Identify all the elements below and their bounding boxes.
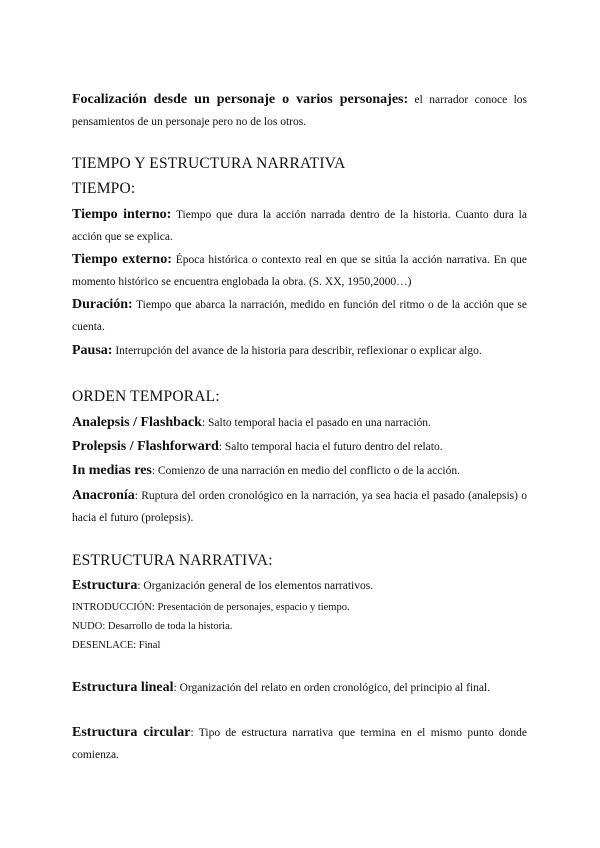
in-medias-res-term: In medias res (72, 463, 152, 478)
tiempo-externo-paragraph (72, 249, 527, 293)
tiempo-interno-paragraph (72, 204, 527, 248)
tiempo-interno-text: Tiempo que dura la acción narrada dentro de la historia. Cuanto dura la acción que se explica. (72, 209, 527, 243)
tiempo-externo-text: Época histórica o contexto real en que se sitúa la acción narrativa. En que momento histórico se encuentra englobada la obra. (S. XX, 1950,2000…) (72, 254, 527, 288)
duracion-term: Duración: (72, 297, 133, 312)
prolepsis-text: : Salto temporal hacia el futuro dentro del relato. (218, 441, 443, 453)
main-heading: TIEMPO Y ESTRUCTURA NARRATIVA (72, 155, 346, 172)
estructura-term: Estructura (72, 578, 138, 593)
pausa-text: Interrupción del avance de la historia para describir, reflexionar o explicar algo. (112, 345, 482, 357)
in-medias-res-paragraph (72, 460, 527, 482)
estructura-circular-paragraph (72, 722, 527, 766)
in-medias-res-text: : Comienzo de una narración en medio del conflicto o de la acción. (151, 465, 461, 477)
analepsis-term: Analepsis / Flashback (72, 415, 202, 430)
estructura-lineal-term: Estructura lineal (72, 680, 174, 695)
estructura-heading: ESTRUCTURA NARRATIVA: (72, 552, 273, 569)
estructura-paragraph (72, 575, 527, 597)
analepsis-text: : Salto temporal hacia el pasado en una narración. (201, 417, 431, 429)
pausa-paragraph (72, 340, 527, 362)
tiempo-heading: TIEMPO: (72, 180, 136, 197)
orden-heading: ORDEN TEMPORAL: (72, 388, 220, 405)
estructura-lineal-text: : Organización del relato en orden cronológico, del principio al final. (173, 682, 491, 694)
analepsis-paragraph (72, 412, 527, 434)
prolepsis-paragraph (72, 436, 527, 458)
estructura-circular-text: : Tipo de estructura narrativa que termina en el mismo punto donde comienza. (72, 727, 527, 761)
prolepsis-term: Prolepsis / Flashforward (72, 439, 219, 454)
focalizacion-text: el narrador conoce los pensamientos de un personaje pero no de los otros. (72, 94, 527, 128)
tiempo-externo-term: Tiempo externo: (72, 252, 172, 267)
anacronia-term: Anacronía (72, 488, 135, 503)
nudo-line: NUDO: Desarrollo de toda la historia. (72, 621, 233, 632)
duracion-paragraph (72, 294, 527, 338)
focalizacion-term: Focalización desde un personaje o varios personajes: (72, 92, 409, 107)
anacronia-paragraph (72, 485, 527, 529)
estructura-circular-term: Estructura circular (72, 725, 191, 740)
estructura-text: : Organización general de los elementos narrativos. (137, 580, 374, 592)
duracion-text: Tiempo que abarca la narración, medido en función del ritmo o de la acción que se cuenta. (72, 299, 527, 333)
anacronia-text: : Ruptura del orden cronológico en la narración, ya sea hacia el pasado (analepsis) o hacia el futuro (prolepsis). (72, 490, 527, 524)
introduccion-line: INTRODUCCIÓN: Presentación de personajes, espacio y tiempo. (72, 602, 350, 613)
focalizacion-paragraph (72, 89, 527, 133)
pausa-term: Pausa: (72, 343, 113, 358)
tiempo-interno-term: Tiempo interno: (72, 207, 172, 222)
estructura-lineal-paragraph (72, 677, 527, 699)
desenlace-line: DESENLACE: Final (72, 640, 161, 651)
